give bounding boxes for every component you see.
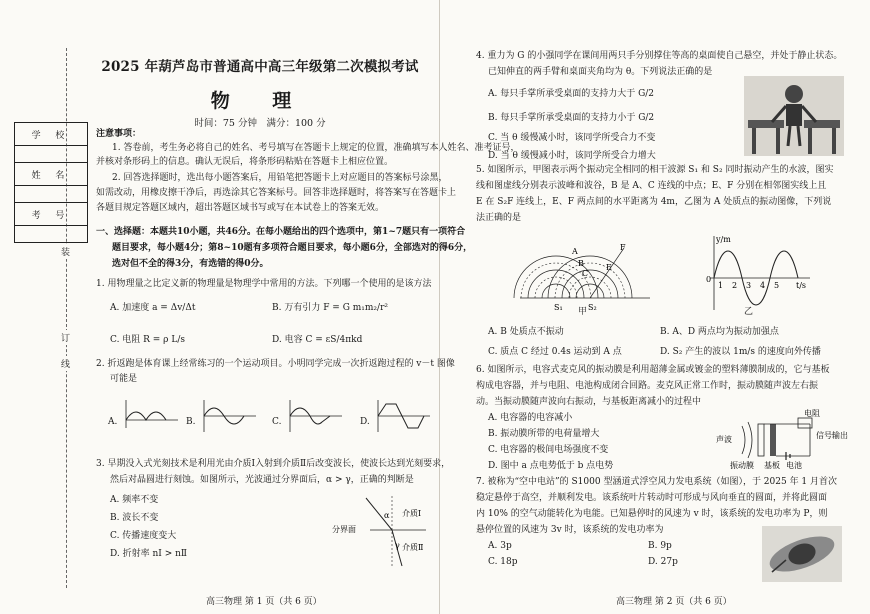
q4-stem-2: 已知伸直的两手臂和桌面夹角均为 θ。下列说法正确的是 xyxy=(488,67,713,77)
signal-output-label: 信号输出 xyxy=(816,431,848,440)
q3-stem: 3. 早期没入式光刻技术是利用光由介质Ⅰ入射到介质Ⅱ后改变波长，使波长达到光刻要求， xyxy=(96,459,451,469)
q2-stem: 2. 折返跑是体育课上经常练习的一个运动项目。小明同学完成一次折返跑过程的 v－t 图像 xyxy=(96,359,455,369)
q5-line: 5. 如图所示，甲图表示两个振动完全相同的相干波源 S₁ 和 S₂ 同时振动产生的水波，图实 xyxy=(476,165,834,175)
binding-char-ding: 订 xyxy=(61,330,70,345)
battery-label: 电池 xyxy=(786,461,802,470)
notice-title: 注意事项： xyxy=(96,129,142,139)
sound-wave-label: 声波 xyxy=(716,435,732,444)
q1-stem: 1. 用物理量之比定义新的物理量是物理学中常用的方法。下列哪一个使用的是该方法 xyxy=(96,279,432,289)
q5-line: E 在 S₂F 连线上，E、F 两点间的水平距离为 4m，乙图为 A 处质点的振动图像，下列说 xyxy=(476,197,832,207)
figure-yi-label: 乙 xyxy=(744,307,754,317)
tick-5: 5 xyxy=(774,281,780,290)
tick-3: 3 xyxy=(746,281,752,290)
q6-option-c: C. 电容器的极间电场强度不变 xyxy=(488,445,609,455)
notice-line: 1. 答卷前，考生务必将自己的姓名、考号填写在答题卡上规定的位置，准确填写本人姓名、准考证号， xyxy=(112,143,520,153)
q4-option-c: C. 当 θ 缓慢减小时，该同学所受合力不变 xyxy=(488,133,656,143)
q4-option-d: D. 当 θ 缓慢减小时，该同学所受合力增大 xyxy=(488,151,656,161)
medium-1-label: 介质Ⅰ xyxy=(402,509,422,518)
svg-text:α: α xyxy=(384,511,390,520)
q5-option-b: B. A、D 两点均为振动加强点 xyxy=(660,327,779,337)
q7-option-d: D. 27p xyxy=(648,557,678,567)
notice-line: 2. 回答选择题时，选出每小题答案后，用铅笔把答题卡上对应题目的答案标号涂黑， xyxy=(112,173,448,183)
page1-footer: 高三物理 第 1 页（共 6 页） xyxy=(206,597,322,607)
tick-2: 2 xyxy=(732,281,738,290)
notice-line: 各题目规定答题区域内，超出答题区域书写或写在本试卷上的答案无效。 xyxy=(96,203,385,213)
q7-line: 悬停位置的风速为 3v 时，该系统的发电功率为 xyxy=(476,525,664,535)
section1-line: 题目要求，每小题4分；第8~10题有多项符合题目要求，每小题6分，全部选对的得6分， xyxy=(112,243,473,253)
q3-stem-2: 然后对晶圆进行刻蚀。如图所示，光波通过分界面后，α > γ，正确的判断是 xyxy=(110,475,414,485)
exam-number-blank[interactable] xyxy=(15,226,87,242)
notice-line: 并核对条形码上的信息。确认无误后，将条形码粘贴在答题卡上相应位置。 xyxy=(96,157,394,167)
q4-option-a: A. 每只手掌所承受桌面的支持力大于 G/2 xyxy=(488,89,655,99)
q1-option-b: B. 万有引力 F = G m₁m₂/r² xyxy=(272,303,388,313)
school-blank[interactable] xyxy=(15,146,87,163)
q3-option-d: D. 折射率 nⅠ > nⅡ xyxy=(110,549,188,559)
q4-option-b: B. 每只手掌所承受桌面的支持力小于 G/2 xyxy=(488,113,655,123)
point-c-label: C xyxy=(582,269,589,278)
q7-line: 内 10% 的空气动能转化为电能。已知悬停时的风速为 v 时，该系统的发电功率为 P，则 xyxy=(476,509,828,519)
x-axis-label: t/s xyxy=(796,281,807,290)
notice-line: 如需改动，用橡皮擦干净后，再选涂其它答案标号。回答非选择题时，将答案写在答题卡上 xyxy=(96,188,457,198)
q7-line: 7. 被称为“空中电站”的 S1000 型涵道式浮空风力发电系统（如图），于 2025 年 1 月首次 xyxy=(476,477,838,487)
point-f-label: F xyxy=(620,243,626,252)
svg-text:γ: γ xyxy=(395,541,400,550)
q2-option-b-label: B. xyxy=(186,417,196,427)
page2-footer: 高三物理 第 2 页（共 6 页） xyxy=(616,597,732,607)
q2-option-c-label: C. xyxy=(272,417,282,427)
source-s1-label: S₁ xyxy=(554,303,563,312)
q1-option-a: A. 加速度 a = Δv/Δt xyxy=(110,303,196,313)
name-blank[interactable] xyxy=(15,186,87,203)
tick-4: 4 xyxy=(760,281,766,290)
resistor-label: 电阻 xyxy=(804,409,820,418)
q7-option-b: B. 9p xyxy=(648,541,672,551)
q5-vibration-graph xyxy=(704,232,812,312)
q5-line: 法正确的是 xyxy=(476,213,522,223)
school-label: 学 校 xyxy=(15,123,87,146)
q2-option-a-label: A. xyxy=(108,417,118,427)
interface-label: 分界面 xyxy=(332,525,356,534)
q3-refraction-figure xyxy=(330,492,430,572)
q6-line: 构成电容器，并与电阻、电池构成闭合回路。麦克风正常工作时，振动膜随声波左右振 xyxy=(476,381,819,391)
q5-line: 线和图虚线分别表示波峰和波谷，B 是 A、C 连线的中点；E、F 分别在相邻图实线上且 xyxy=(476,181,827,191)
q6-option-a: A. 电容器的电容减小 xyxy=(488,413,573,423)
binding-char-zhuang: 装 xyxy=(61,244,70,259)
q1-option-c: C. 电阻 R = ρ L/s xyxy=(110,335,185,345)
point-e-label: E xyxy=(606,263,612,272)
exam-title: 2025 年葫芦岛市普通高中高三年级第二次模拟考试 xyxy=(101,59,419,75)
q2-option-d-label: D. xyxy=(360,417,370,427)
q4-student-desks-image xyxy=(744,76,844,156)
binding-char-xian: 线 xyxy=(61,356,70,371)
figure-jia-label: 甲 xyxy=(578,307,588,317)
q3-option-a: A. 频率不变 xyxy=(110,495,159,505)
tick-0: 0 xyxy=(706,275,712,284)
q6-line: 动。当振动膜随声波向右振动，与基板距离减小的过程中 xyxy=(476,397,702,407)
diaphragm-label: 振动膜 xyxy=(730,461,754,470)
tick-1: 1 xyxy=(718,281,724,290)
subject-title: 物 理 xyxy=(210,90,310,112)
q7-airship-image xyxy=(762,526,842,582)
q6-option-b: B. 振动膜所带的电荷量增大 xyxy=(488,429,600,439)
q2-graph-c xyxy=(286,398,344,434)
student-info-box xyxy=(14,122,88,243)
exam-time-score: 时间：75 分钟 满分：100 分 xyxy=(194,118,326,129)
section1-line: 选对但不全的得3分，有选错的得0分。 xyxy=(112,259,269,269)
section1-line: 一、选择题：本题共10小题，共46分。在每小题给出的四个选项中，第1~7题只有一项符合 xyxy=(96,227,466,237)
medium-2-label: 介质Ⅱ xyxy=(402,543,424,552)
y-axis-label: y/m xyxy=(716,235,731,244)
base-plate-label: 基板 xyxy=(764,461,780,470)
q2-graph-b xyxy=(200,398,258,434)
point-b-label: B xyxy=(578,259,584,268)
q6-microphone-figure xyxy=(714,408,848,470)
source-s2-label: S₂ xyxy=(588,303,597,312)
q2-graph-a xyxy=(122,398,180,434)
q6-option-d: D. 图中 a 点电势低于 b 点电势 xyxy=(488,461,614,471)
q5-option-c: C. 质点 C 经过 0.4s 运动到 A 点 xyxy=(488,347,622,357)
q3-option-c: C. 传播速度变大 xyxy=(110,531,177,541)
q7-line: 稳定悬停于高空，并顺利发电。该系统叶片转动时可形成与风向垂直的圆面，并将此圆面 xyxy=(476,493,828,503)
q4-stem: 4. 重力为 G 的小强同学在课间用两只手分别撑住等高的桌面使自己悬空，并处于静止状态。 xyxy=(476,51,843,61)
q3-option-b: B. 波长不变 xyxy=(110,513,159,523)
point-a-label: A xyxy=(572,247,578,256)
q7-option-a: A. 3p xyxy=(488,541,512,551)
q5-interference-figure xyxy=(520,234,650,314)
q1-option-d: D. 电容 C = εS/4πkd xyxy=(272,335,363,345)
q5-option-a: A. B 处质点不振动 xyxy=(488,327,564,337)
name-label: 姓 名 xyxy=(15,163,87,186)
q2-graph-d xyxy=(374,398,432,434)
page-divider xyxy=(439,0,440,614)
q5-option-d: D. S₂ 产生的波以 1m/s 的速度向外传播 xyxy=(660,347,821,357)
q2-stem-2: 可能是 xyxy=(110,374,138,384)
exam-number-label: 考 号 xyxy=(15,203,87,226)
q6-line: 6. 如图所示，电容式麦克风的振动膜是利用超薄金属或镀金的塑料薄膜制成的，它与基板 xyxy=(476,365,830,375)
q7-option-c: C. 18p xyxy=(488,557,518,567)
